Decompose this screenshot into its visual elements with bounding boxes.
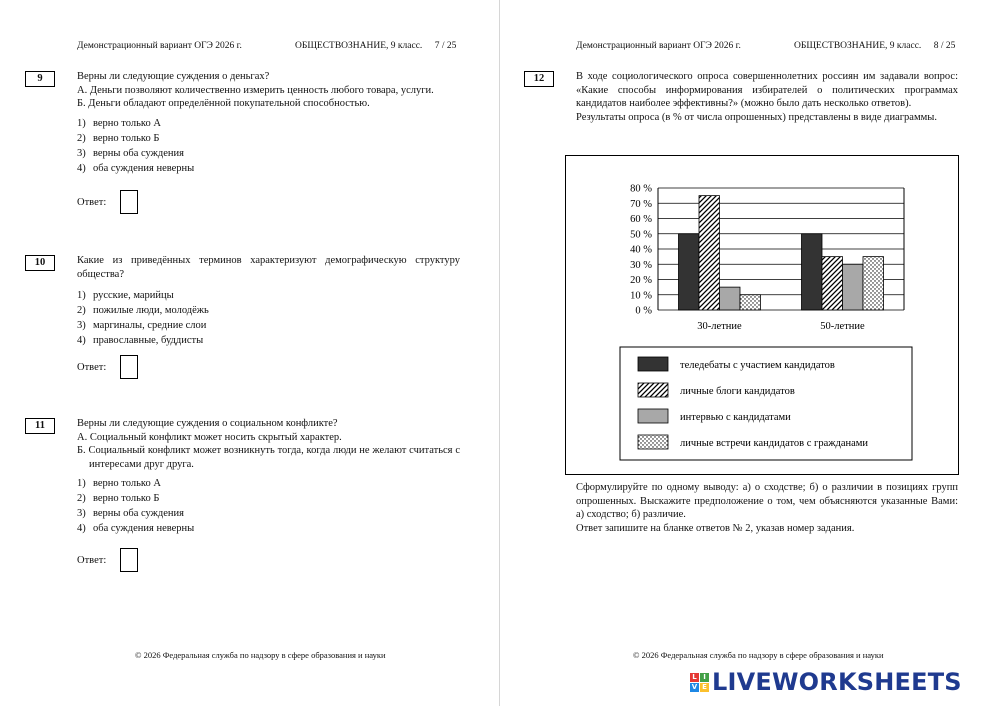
question-11 (77, 417, 460, 537)
statement-b: Б. Деньги обладают определённой покупательной способностью. (77, 98, 370, 109)
answer-label: Ответ: (77, 361, 107, 373)
logo-tile: V (691, 682, 698, 691)
answer-label: Ответ: (77, 554, 107, 566)
logo-tile: L (690, 673, 699, 682)
question-9-text: Верны ли следующие суждения о деньгах? (77, 71, 270, 82)
footer-left: © 2026 Федеральная служба по надзору в сфере образования и науки (135, 650, 386, 660)
legend-label: теледебаты с участием кандидатов (680, 360, 835, 371)
bars-layer (679, 196, 884, 310)
page-number: 8 / 25 (933, 41, 956, 51)
statement-a: А. Социальный конфликт может носить скрытый характер. (77, 431, 342, 443)
header-right-subject (794, 41, 955, 51)
answer-11 (77, 548, 138, 572)
legend-swatch (638, 383, 668, 397)
options-list-9 (77, 117, 460, 176)
y-tick-label: 0 % (635, 305, 652, 317)
bar-1-2 (802, 234, 823, 310)
option-2[interactable]: 2) пожилые люди, молодёжь (77, 305, 209, 316)
bar-chart (566, 156, 958, 474)
y-tick-label: 20 % (630, 275, 652, 286)
footer-right: © 2026 Федеральная служба по надзору в сфере образования и науки (633, 650, 884, 660)
question-12-results: Результаты опроса (в % от числа опрошенных) представлены в виде диаграммы. (576, 111, 937, 123)
header-right (576, 41, 741, 51)
option-2[interactable]: 2) верно только Б (77, 493, 160, 504)
task-number-10: 10 (25, 255, 55, 271)
logo-tile: I (700, 673, 709, 682)
task-number-11: 11 (25, 418, 55, 434)
legend-label: интервью с кандидатами (680, 412, 791, 423)
bar-3-2 (843, 264, 864, 310)
option-4[interactable]: 4) оба суждения неверны (77, 162, 195, 174)
y-tick-label: 70 % (630, 198, 652, 210)
page-number: 7 / 25 (434, 41, 457, 51)
option-4[interactable]: 4) оба суждения неверны (77, 523, 195, 534)
task-text: Сформулируйте по одному выводу: а) о сходстве; б) о различии в позициях групп опрошенных. Выскажите предположение о том, чем объясняются указанные Вами: а) сходство; б) различие. (576, 482, 958, 520)
option-1[interactable]: 1) русские, марийцы (77, 290, 174, 301)
answer-input-9[interactable] (120, 190, 138, 214)
y-tick-label: 50 % (630, 229, 652, 241)
legend-label: личные встречи кандидатов с гражданами (680, 438, 869, 449)
legend-swatch (638, 409, 668, 423)
option-1[interactable]: 1) верно только А (77, 117, 161, 129)
legend (620, 347, 912, 460)
answer-input-10[interactable] (120, 355, 138, 379)
y-tick-label: 80 % (630, 183, 652, 195)
answer-10 (77, 355, 138, 379)
option-3[interactable]: 3) маргиналы, средние слои (77, 320, 207, 331)
header-title: Демонстрационный вариант ОГЭ 2026 г. (77, 41, 242, 51)
bar-4-1 (740, 295, 761, 310)
question-10-text: Какие из приведённых терминов характеризуют демографическую структуру общества? (77, 255, 460, 280)
question-12-intro: В ходе социологического опроса совершеннолетних россиян им задавали вопрос: «Какие способы информирования избирателей о политических программах кандидатов наиболее эффективны?» (можно было дать несколько ответов). (576, 71, 958, 109)
option-3[interactable]: 3) верны оба суждения (77, 147, 184, 159)
y-tick-label: 60 % (630, 214, 652, 225)
legend-label: личные блоги кандидатов (680, 386, 795, 397)
question-12 (576, 70, 958, 124)
logo-tiles (690, 673, 709, 692)
statement-a: А. Деньги позволяют количественно измерить ценность любого товара, услуги. (77, 84, 434, 96)
answer-label: Ответ: (77, 196, 107, 208)
task-number-9: 9 (25, 71, 55, 87)
liveworksheets-logo (690, 668, 962, 696)
x-category-label: 50-летние (820, 321, 865, 332)
bar-1-1 (679, 234, 700, 310)
page-divider (499, 0, 500, 706)
question-10 (77, 254, 460, 349)
chart-frame (565, 155, 959, 475)
bar-3-1 (720, 287, 741, 310)
statement-b: Б. Социальный конфликт может возникнуть тогда, когда люди не желают считаться с интересами друг друга. (77, 445, 460, 470)
option-3[interactable]: 3) верны оба суждения (77, 508, 184, 519)
bar-2-2 (822, 257, 843, 310)
bar-2-1 (699, 196, 720, 310)
y-tick-label: 40 % (630, 244, 652, 256)
options-list-10 (77, 289, 460, 348)
header-left (77, 41, 242, 51)
option-1[interactable]: 1) верно только А (77, 478, 161, 489)
x-category-label: 30-летние (697, 321, 742, 332)
y-tick-label: 10 % (630, 290, 652, 302)
header-title: Демонстрационный вариант ОГЭ 2026 г. (576, 41, 741, 51)
header-left-subject (295, 41, 456, 51)
answer-9 (77, 190, 138, 214)
option-4[interactable]: 4) православные, буддисты (77, 335, 204, 346)
header-subject: ОБЩЕСТВОЗНАНИЕ, 9 класс. (295, 41, 423, 51)
legend-swatch (638, 435, 668, 449)
legend-swatch (638, 357, 668, 371)
logo-tile: E (700, 683, 709, 692)
question-9 (77, 70, 460, 177)
header-subject: ОБЩЕСТВОЗНАНИЕ, 9 класс. (794, 41, 922, 51)
task-number-12: 12 (524, 71, 554, 87)
y-tick-label: 30 % (630, 259, 652, 271)
options-list-11 (77, 477, 460, 536)
question-12-task (576, 481, 958, 535)
logo-text: LIVEWORKSHEETS (712, 668, 962, 696)
answer-input-11[interactable] (120, 548, 138, 572)
bar-4-2 (863, 257, 884, 310)
question-11-text: Верны ли следующие суждения о социальном конфликте? (77, 418, 338, 429)
task-instruction: Ответ запишите на бланке ответов № 2, указав номер задания. (576, 522, 855, 534)
option-2[interactable]: 2) верно только Б (77, 132, 160, 144)
